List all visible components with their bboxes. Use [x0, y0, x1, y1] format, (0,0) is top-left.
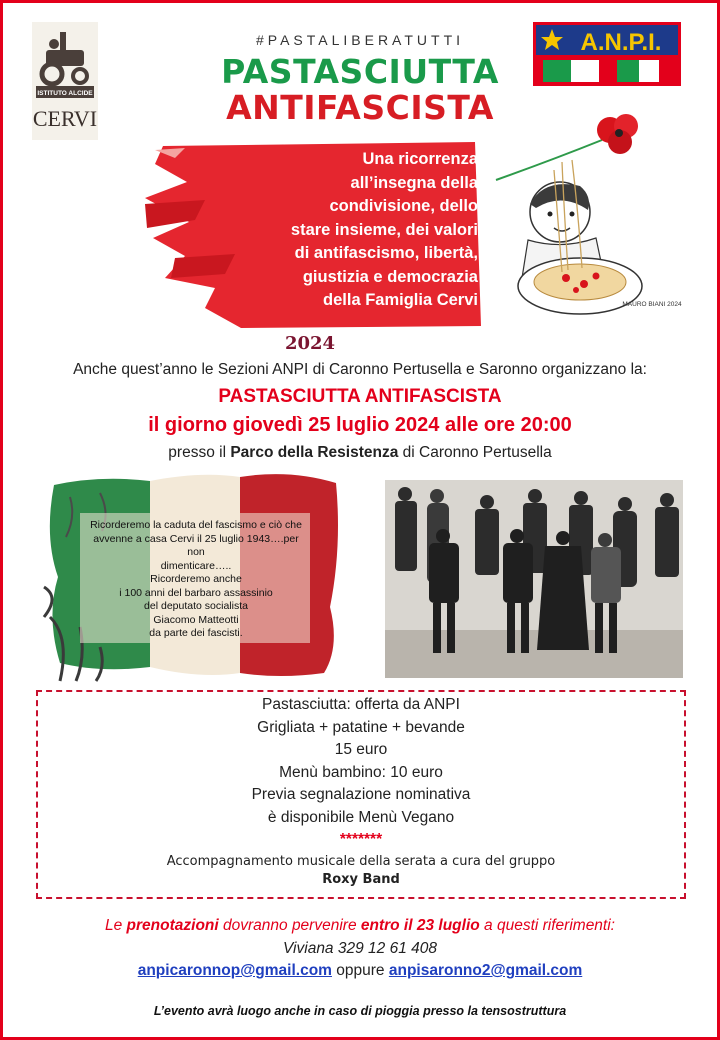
istituto-cervi-logo: [32, 22, 98, 140]
anpi-logo-text: A.N.P.I.: [580, 29, 662, 56]
memorial-line: Ricorderemo la caduta del fascismo e ciò che: [90, 519, 302, 531]
place-prefix: presso il: [168, 444, 227, 461]
title-line-2: ANTIFASCISTA: [226, 88, 494, 127]
menu-line: è disponibile Menù Vegano: [267, 808, 455, 826]
banner-line: di antifascismo, libertà,: [294, 244, 478, 262]
event-place: [20, 444, 700, 462]
memorial-line: Giacomo Matteotti: [153, 613, 239, 626]
music-note: Accompagnamento musicale della serata a cura del gruppo: [166, 853, 556, 869]
menu-line: Grigliata + patatine + bevande: [257, 718, 465, 736]
event-intro: Anche quest’anno le Sezioni ANPI di Caronno Pertusella e Saronno organizzano la:: [73, 361, 647, 378]
memorial-text: [86, 519, 306, 641]
memorial-line: dimenticare…..: [160, 559, 232, 572]
banner-line: condivisione, dello: [329, 197, 478, 215]
memorial-line: Ricorderemo anche: [150, 573, 242, 585]
booking-part: dovranno pervenire: [223, 917, 357, 934]
rain-note: L’evento avrà luogo anche in caso di pioggia presso la tensostruttura: [153, 1004, 567, 1018]
hashtag: #PASTALIBERATUTTI: [255, 32, 465, 48]
event-name: PASTASCIUTTA ANTIFASCISTA: [218, 386, 502, 407]
place-suffix: di Caronno Pertusella: [402, 444, 552, 461]
memorial-line: i 100 anni del barbaro assassinio: [119, 586, 273, 599]
banner-line: giustizia e democrazia: [302, 267, 478, 286]
illustration-signature: MAURO BIANI 2024: [622, 301, 682, 308]
banner-line: della Famiglia Cervi: [323, 291, 478, 309]
banner-line: Una ricorrenza: [362, 150, 478, 168]
booking-emails: [20, 962, 700, 980]
banner-line: all’insegna della: [350, 173, 478, 192]
booking-deadline: entro il 23 luglio: [360, 917, 480, 934]
email-link-saronno[interactable]: anpisaronno2@gmail.com: [388, 962, 583, 979]
menu-line: Previa segnalazione nominativa: [251, 786, 471, 803]
child-eating-pasta-illustration: [492, 100, 692, 330]
booking-notice: [20, 917, 700, 935]
memorial-line: avvenne a casa Cervi il 25 luglio 1943….per non: [93, 532, 299, 558]
cervi-logo-name: CERVI: [32, 106, 98, 131]
event-year: 2024: [284, 333, 336, 354]
email-link-caronno[interactable]: anpicaronnop@gmail.com: [137, 962, 332, 979]
cervi-logo-top-text: ISTITUTO ALCIDE: [37, 90, 93, 97]
banner-text: [238, 148, 478, 313]
memorial-line: del deputato socialista: [144, 600, 248, 612]
memorial-line: da parte dei fascisti.: [149, 627, 243, 639]
band-name: Roxy Band: [322, 871, 400, 887]
menu-line: 15 euro: [334, 741, 388, 758]
oppure-text: oppure: [336, 962, 385, 979]
menu-line: Pastasciutta: offerta da ANPI: [262, 696, 460, 713]
menu-info: [36, 694, 686, 889]
booking-part: a questi riferimenti:: [484, 917, 615, 934]
stars-separator: *******: [339, 831, 383, 848]
menu-line: Menù bambino: 10 euro: [279, 763, 443, 781]
event-datetime: il giorno giovedì 25 luglio 2024 alle ore 20:00: [148, 414, 572, 436]
booking-highlight: prenotazioni: [126, 917, 219, 934]
cervi-family-photo: [385, 480, 683, 678]
booking-phone: Viviana 329 12 61 408: [283, 940, 437, 957]
booking-part: Le: [104, 917, 123, 934]
banner-line: stare insieme, dei valori: [290, 220, 478, 239]
title-line-1: PASTASCIUTTA: [221, 52, 499, 91]
place-name: Parco della Resistenza: [230, 444, 399, 461]
